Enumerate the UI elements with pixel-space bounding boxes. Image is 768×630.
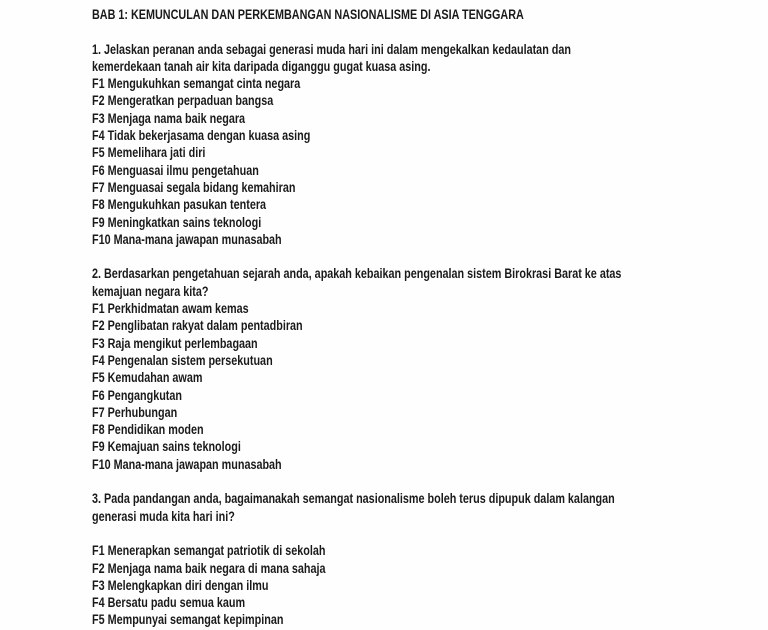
question-1-option-f9: F9 Meningkatkan sains teknologi	[92, 214, 262, 230]
question-3-option-f3: F3 Melengkapkan diri dengan ilmu	[92, 577, 269, 593]
question-1-text-line-2: kemerdekaan tanah air kita daripada diganggu gugat kuasa asing.	[92, 58, 431, 74]
question-3-options	[92, 542, 768, 628]
question-1-option-f10: F10 Mana-mana jawapan munasabah	[92, 231, 282, 247]
question-3	[92, 490, 768, 525]
question-1-option-f5: F5 Memelihara jati diri	[92, 145, 206, 161]
question-2-option-f2: F2 Penglibatan rakyat dalam pentadbiran	[92, 318, 303, 334]
question-1-option-f3: F3 Menjaga nama baik negara	[92, 110, 246, 126]
question-2-option-f9: F9 Kemajuan sains teknologi	[92, 439, 241, 455]
question-1-option-f7: F7 Menguasai segala bidang kemahiran	[92, 179, 296, 195]
question-1-option-f2: F2 Mengeratkan perpaduan bangsa	[92, 93, 274, 109]
question-3-option-f5: F5 Mempunyai semangat kepimpinan	[92, 612, 284, 628]
question-2	[92, 265, 768, 473]
question-2-text-line-2: kemajuan negara kita?	[92, 283, 209, 299]
page-title: BAB 1: KEMUNCULAN DAN PERKEMBANGAN NASIONALISME DI ASIA TENGGARA	[92, 7, 524, 22]
question-1-option-f1: F1 Mengukuhkan semangat cinta negara	[92, 76, 301, 92]
question-3-option-f1: F1 Menerapkan semangat patriotik di sekolah	[92, 543, 326, 559]
question-3-text-line-2: generasi muda kita hari ini?	[92, 508, 235, 524]
question-2-option-f7: F7 Perhubungan	[92, 404, 178, 420]
question-3-option-f4: F4 Bersatu padu semua kaum	[92, 595, 246, 611]
question-2-option-f1: F1 Perkhidmatan awam kemas	[92, 301, 249, 317]
question-2-option-f5: F5 Kemudahan awam	[92, 370, 203, 386]
question-1	[92, 41, 768, 249]
question-2-option-f10: F10 Mana-mana jawapan munasabah	[92, 456, 282, 472]
question-1-option-f8: F8 Mengukuhkan pasukan tentera	[92, 197, 267, 213]
question-2-text-line-1: 2. Berdasarkan pengetahuan sejarah anda, apakah kebaikan pengenalan sistem Birokrasi Barat ke atas	[92, 266, 622, 282]
question-2-option-f8: F8 Pendidikan moden	[92, 422, 204, 438]
question-2-option-f3: F3 Raja mengikut perlembagaan	[92, 335, 258, 351]
question-1-text-line-1: 1. Jelaskan peranan anda sebagai generasi muda hari ini dalam mengekalkan kedaulatan dan	[92, 41, 571, 57]
question-3-text-line-1: 3. Pada pandangan anda, bagaimanakah semangat nasionalisme boleh terus dipupuk dalam kalangan	[92, 491, 615, 507]
question-2-option-f4: F4 Pengenalan sistem persekutuan	[92, 352, 273, 368]
question-1-option-f4: F4 Tidak bekerjasama dengan kuasa asing	[92, 128, 311, 144]
question-3-option-f2: F2 Menjaga nama baik negara di mana sahaja	[92, 560, 326, 576]
question-1-option-f6: F6 Menguasai ilmu pengetahuan	[92, 162, 259, 178]
question-2-option-f6: F6 Pengangkutan	[92, 387, 183, 403]
document-content	[0, 6, 768, 629]
